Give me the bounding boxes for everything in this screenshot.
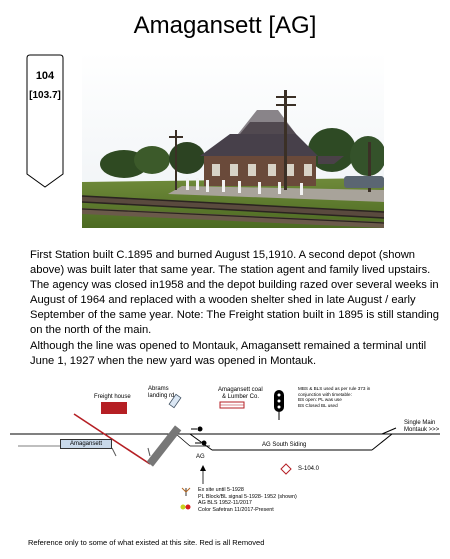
abrams-label-line2: landing rd (148, 393, 175, 399)
coal-lumber-label-line2: & Lumber Co. (222, 394, 260, 400)
signal-lamp-icon (181, 505, 186, 510)
coal-lumber-label: Amagansett coal (218, 387, 263, 393)
whistle-post-removed (281, 464, 291, 474)
page-title: Amagansett [AG] (133, 12, 317, 39)
signal-history-line: AG BLS 1952-11/2017 (198, 500, 252, 507)
mbs-note-line: MBS & BLS used as per rule 373 in (298, 386, 371, 391)
mbs-note-line: BS open: PL was use (298, 397, 342, 403)
single-main-label-line2: Montauk >>> (404, 427, 440, 433)
signal-history-line: Ex site until 5-1928 (198, 487, 244, 493)
ag-label: AG (196, 454, 205, 460)
whistle-post-label: S-104.0 (298, 466, 320, 472)
mbs-note (298, 386, 370, 408)
signal-history-note (198, 487, 297, 513)
south-siding-label: AG South Siding (262, 442, 307, 448)
milepost-number: 104 (35, 70, 55, 82)
milepost-marker (26, 54, 64, 188)
station-box: Amagansett (60, 439, 112, 449)
abrams-label: Abrams (148, 386, 169, 392)
history-text (30, 248, 440, 369)
freight-house-removed (101, 402, 127, 414)
mbs-note-line: BS Closed BL used (298, 402, 338, 408)
freight-house-label: Freight house (94, 394, 131, 400)
station-photo (82, 52, 384, 228)
road-crossing (147, 425, 182, 466)
single-main-label: Single Main (404, 420, 436, 426)
track-diagram (0, 376, 450, 536)
history-paragraph: Although the line was opened to Montauk, Amagansett remained a terminal until June 1, 1927 when the new yard was opened in Montauk. (30, 339, 427, 367)
signal-history-line: Color Safetran 11/2017-Present (198, 506, 274, 513)
signal-lamp-icon (186, 505, 191, 510)
mbs-note-line: conjunction with timetable: (298, 391, 352, 397)
signal-history-line: PL Block/BL signal 5-1928- 1952 (shown) (198, 493, 297, 500)
history-paragraph: First Station built C.1895 and burned August 15,1910. A second depot (shown above) was built later that same year. The station agent and family lived upstairs. The agency was closed in1958 and the depot building razed over several weeks in August of 1964 and replaced with a wooden shelter shed in late August / early September of the same year. Note: The Freight station built in 1895 is still standing on the north of the main. (30, 249, 439, 337)
milepost-subnumber: [103.7] (29, 90, 61, 101)
footer-note: Reference only to some of what existed at this site. Red is all Removed (28, 538, 265, 547)
